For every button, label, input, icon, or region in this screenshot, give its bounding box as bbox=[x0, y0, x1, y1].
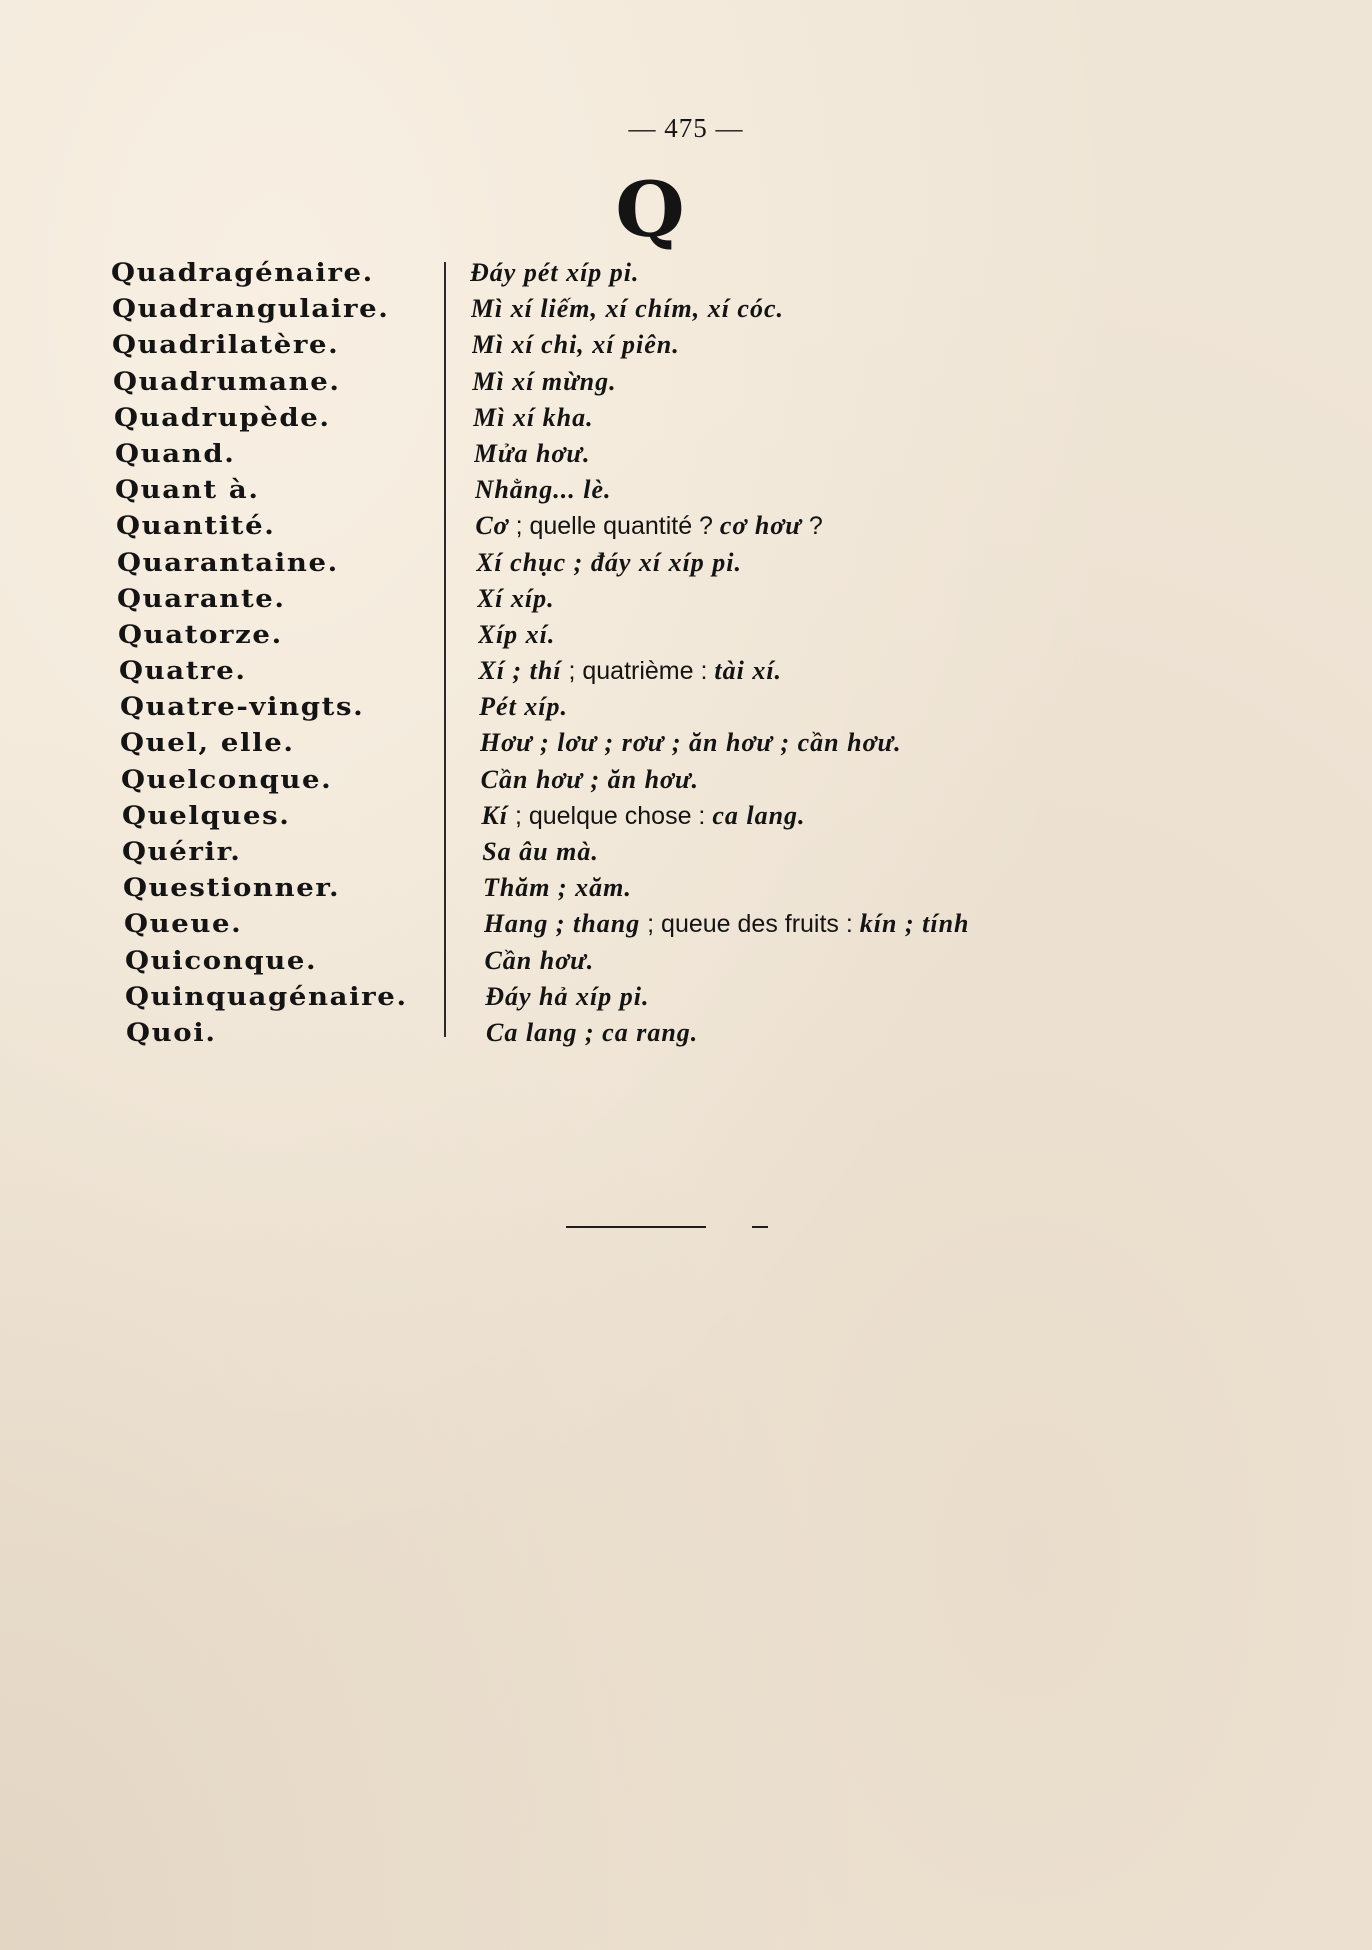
entry-headword: Quantité. bbox=[116, 511, 276, 542]
entry-translation bbox=[486, 1016, 698, 1050]
translation-term: Cơ bbox=[475, 511, 509, 541]
translation-term: Xí xíp. bbox=[476, 583, 555, 613]
entry-row bbox=[0, 401, 1372, 437]
entry-headword: Quadrilatère. bbox=[112, 330, 340, 361]
entry-headword: Quand. bbox=[114, 438, 236, 469]
translation-term: Ca lang ; ca rang. bbox=[486, 1017, 699, 1047]
translation-term: tài xí. bbox=[714, 656, 783, 686]
entry-headword: Quérir. bbox=[122, 837, 242, 867]
translation-term: Mì xí kha. bbox=[473, 402, 594, 432]
entry-translation bbox=[478, 654, 782, 688]
translation-gloss: ? bbox=[801, 512, 823, 541]
translation-term: Thăm ; xăm. bbox=[482, 873, 632, 903]
entry-headword: Quel, elle. bbox=[120, 728, 295, 759]
entry-row bbox=[0, 763, 1372, 799]
end-rule-tail bbox=[752, 1226, 768, 1228]
entry-row bbox=[0, 618, 1372, 654]
entry-translation bbox=[476, 546, 742, 580]
entry-translation bbox=[482, 835, 599, 869]
dictionary-entries bbox=[0, 256, 1372, 1052]
entry-headword: Questionner. bbox=[123, 873, 341, 904]
entry-row bbox=[0, 980, 1372, 1016]
entry-row bbox=[0, 509, 1372, 545]
entry-headword: Quatre-vingts. bbox=[119, 692, 364, 723]
end-rule bbox=[566, 1226, 706, 1228]
entry-translation bbox=[485, 980, 649, 1014]
page-number: — 475 — bbox=[628, 113, 744, 143]
translation-term: Pét xíp. bbox=[479, 692, 569, 722]
translation-term: Cần hơư ; ăn hơư. bbox=[480, 764, 700, 794]
translation-term: Mửa hơư. bbox=[473, 438, 591, 468]
translation-term: Cần hơư. bbox=[484, 945, 595, 975]
entry-row bbox=[0, 292, 1372, 328]
entry-headword: Quoi. bbox=[126, 1017, 217, 1048]
entry-headword: Queue. bbox=[123, 909, 243, 940]
entry-headword: Quatre. bbox=[118, 656, 247, 687]
entry-row bbox=[0, 907, 1372, 943]
entry-translation bbox=[472, 365, 616, 399]
entry-translation bbox=[475, 509, 822, 543]
translation-term: Mì xí chi, xí piên. bbox=[471, 330, 680, 360]
translation-term: Sa âu mà. bbox=[482, 837, 599, 866]
entry-headword: Quarante. bbox=[117, 583, 287, 614]
entry-translation bbox=[470, 256, 640, 290]
entry-row bbox=[0, 726, 1372, 762]
entry-row bbox=[0, 473, 1372, 509]
entry-translation bbox=[481, 799, 805, 833]
translation-term: Xí chục ; đáy xí xíp pi. bbox=[476, 547, 743, 577]
entry-row bbox=[0, 582, 1372, 618]
entry-translation bbox=[473, 401, 594, 435]
entry-row bbox=[0, 328, 1372, 364]
entry-row bbox=[0, 944, 1372, 980]
entry-row bbox=[0, 437, 1372, 473]
section-letter: Q bbox=[615, 165, 685, 254]
entry-row bbox=[0, 799, 1372, 835]
translation-term: Mì xí liếm, xí chím, xí cóc. bbox=[470, 294, 785, 324]
translation-term: cơ hơư bbox=[719, 511, 802, 541]
translation-term: Đáy hả xíp pi. bbox=[485, 981, 650, 1011]
entry-headword: Quatorze. bbox=[118, 619, 283, 650]
entry-translation bbox=[475, 473, 612, 507]
translation-term: Nhằng... lè. bbox=[474, 475, 612, 505]
translation-term: Mì xí mừng. bbox=[472, 366, 617, 396]
entry-headword: Quant à. bbox=[115, 475, 260, 506]
entry-headword: Quarantaine. bbox=[116, 547, 339, 578]
entry-row bbox=[0, 546, 1372, 582]
entry-headword: Quadrupède. bbox=[113, 402, 331, 433]
entry-translation bbox=[484, 907, 970, 941]
entry-translation bbox=[477, 582, 555, 616]
translation-term: ca lang. bbox=[712, 800, 806, 830]
entry-row bbox=[0, 871, 1372, 907]
entry-headword: Quadrumane. bbox=[113, 366, 341, 397]
entry-row bbox=[0, 365, 1372, 401]
entry-headword: Quelconque. bbox=[121, 764, 333, 795]
entry-translation bbox=[481, 763, 699, 797]
translation-gloss: ; quelque chose : bbox=[508, 801, 713, 830]
entry-headword: Quadragénaire. bbox=[111, 258, 374, 288]
entry-row bbox=[0, 654, 1372, 690]
translation-term: Kí bbox=[481, 800, 508, 830]
entry-translation bbox=[471, 292, 784, 326]
entry-headword: Quiconque. bbox=[124, 945, 317, 976]
translation-term: Hơư ; lơư ; rơư ; ăn hơư ; cần hơư. bbox=[479, 728, 902, 758]
entry-translation bbox=[474, 437, 591, 471]
entry-row bbox=[0, 256, 1372, 292]
translation-term: Xíp xí. bbox=[477, 619, 556, 649]
translation-gloss: ; queue des fruits : bbox=[640, 910, 860, 939]
entry-row bbox=[0, 690, 1372, 726]
entry-row bbox=[0, 1016, 1372, 1052]
entry-translation bbox=[479, 690, 568, 724]
translation-term: kín ; tính bbox=[859, 909, 970, 939]
entry-translation bbox=[478, 618, 556, 652]
entry-translation bbox=[484, 944, 594, 978]
translation-term: Đáy pét xíp pi. bbox=[470, 258, 640, 287]
entry-headword: Quadrangulaire. bbox=[111, 294, 390, 325]
translation-gloss: ; quatrième : bbox=[561, 657, 715, 686]
translation-term: Hang ; thang bbox=[483, 909, 641, 939]
translation-term: Xí ; thí bbox=[478, 656, 562, 686]
entry-translation bbox=[483, 871, 632, 905]
translation-gloss: ; quelle quantité ? bbox=[508, 512, 720, 541]
entry-translation bbox=[480, 726, 902, 760]
entry-translation bbox=[472, 328, 680, 362]
entry-headword: Quelques. bbox=[121, 800, 291, 831]
entry-headword: Quinquagénaire. bbox=[125, 981, 408, 1012]
entry-row bbox=[0, 835, 1372, 871]
